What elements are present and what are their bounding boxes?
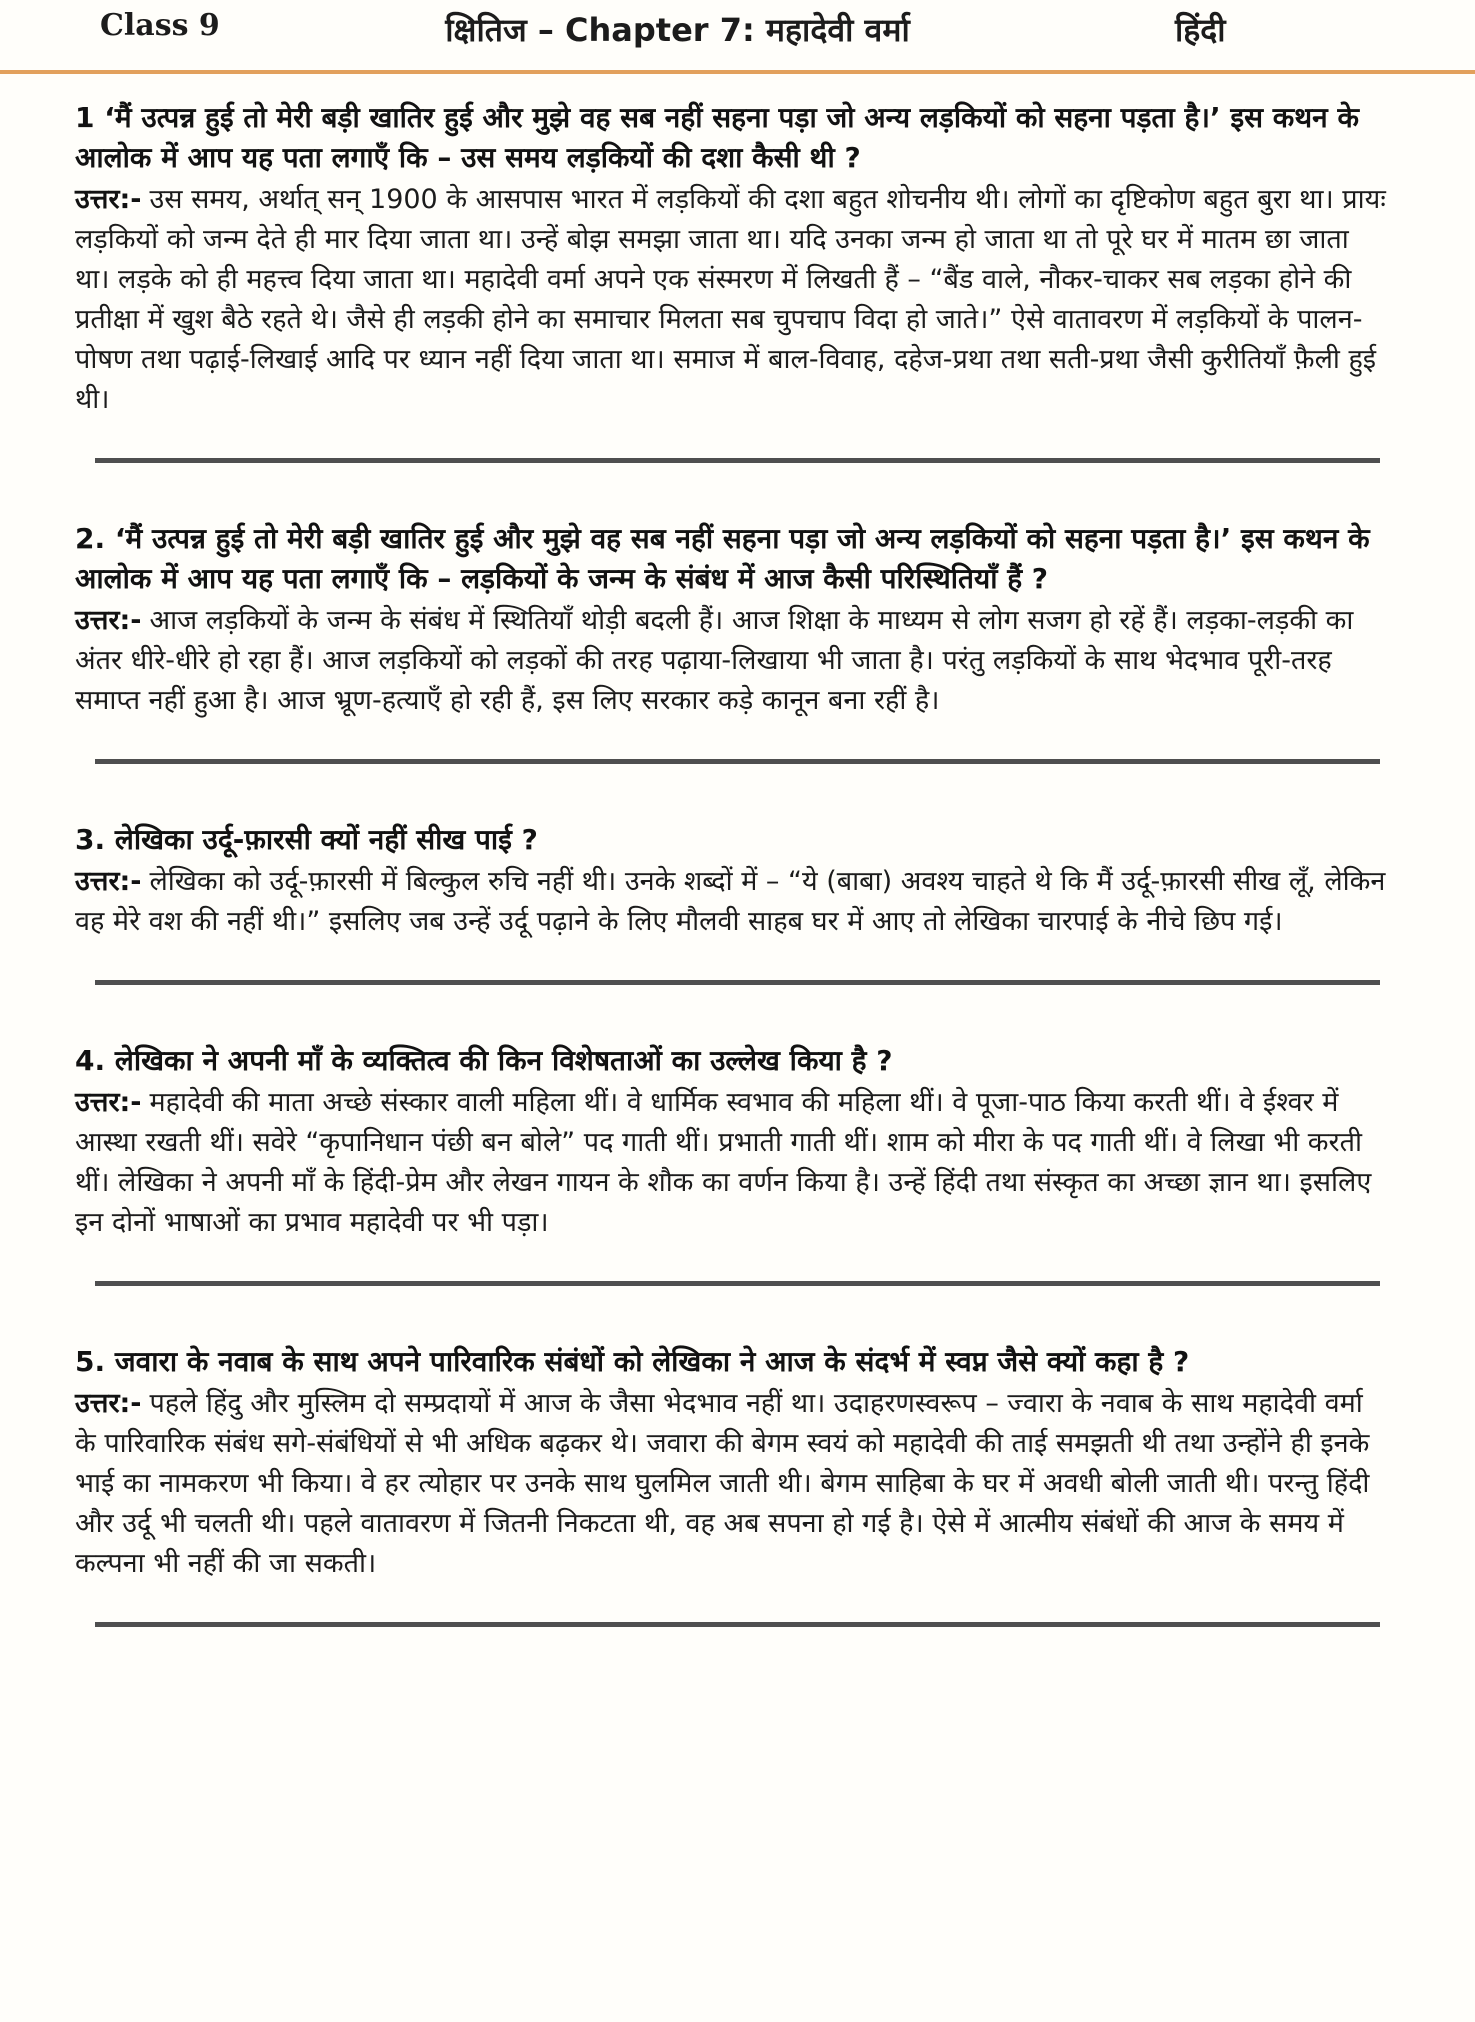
section-divider-3	[95, 980, 1380, 985]
section-divider-1	[95, 458, 1380, 463]
section-divider-5	[95, 1622, 1380, 1627]
answer-text-5: पहले हिंदु और मुस्लिम दो सम्प्रदायों में आज के जैसा भेदभाव नहीं था। उदाहरणस्वरूप – ज्वारा के नवाब के साथ महादेवी वर्मा के पारिवारिक संबंध सगे-संबंधियों से भी अधिक बढ़कर थे। जवारा की बेगम स्वयं को महादेवी की ताई समझती थी तथा उन्होंने ही इनके भाई का नामकरण भी किया। वे हर त्योहार पर उनके साथ घुलमिल जाती थी। बेगम साहिबा के घर में अवधी बोली जाती थी। परन्तु हिंदी और उर्दू भी चलती थी। पहले वातावरण में जितनी निकटता थी, वह अब सपना हो गई है। ऐसे में आत्मीय संबंधों की आज के समय में कल्पना भी नहीं की जा सकती।	[75, 1388, 1370, 1579]
answer-4	[75, 1083, 1390, 1243]
answer-5	[75, 1384, 1390, 1584]
answer-label-5: उत्तर:-	[75, 1388, 142, 1419]
answer-text-4: महादेवी की माता अच्छे संस्कार वाली महिला थीं। वे धार्मिक स्वभाव की महिला थीं। वे पूजा-पाठ किया करती थीं। वे ईश्वर में आस्था रखती थीं। सवेरे “कृपानिधान पंछी बन बोले” पद गाती थीं। प्रभाती गाती थीं। शाम को मीरा के पद गाती थीं। वे लिखा भी करती थीं। लेखिका ने अपनी माँ के हिंदी-प्रेम और लेखन गायन के शौक का वर्णन किया है। उन्हें हिंदी तथा संस्कृत का अच्छा ज्ञान था। इसलिए इन दोनों भाषाओं का प्रभाव महादेवी पर भी पड़ा।	[75, 1087, 1372, 1238]
question-4: 4. लेखिका ने अपनी माँ के व्यक्तित्व की किन विशेषताओं का उल्लेख किया है ?	[75, 1044, 893, 1077]
qa-section-4	[75, 1041, 1390, 1286]
question-1: 1 ‘मैं उत्पन्न हुई तो मेरी बड़ी खातिर हुई और मुझे वह सब नहीं सहना पड़ा जो अन्य लड़कियों को सहना पड़ता है।’ इस कथन के आलोक में आप यह पता लगाएँ कि – उस समय लड़कियों की दशा कैसी थी ?	[75, 101, 1359, 174]
answer-label-1: उत्तर:-	[75, 184, 142, 215]
answer-text-2: आज लड़कियों के जन्म के संबंध में स्थितियाँ थोड़ी बदली हैं। आज शिक्षा के माध्यम से लोग सजग हो रहें हैं। लड़का-लड़की का अंतर धीरे-धीरे हो रहा हैं। आज लड़कियों को लड़कों की तरह पढ़ाया-लिखाया भी जाता है। परंतु लड़कियों के साथ भेदभाव पूरी-तरह समाप्त नहीं हुआ है। आज भ्रूण-हत्याएँ हो रही हैं, इस लिए सरकार कड़े कानून बना रहीं है।	[75, 605, 1354, 716]
qa-section-1	[75, 98, 1390, 463]
subject-label: हिंदी	[1175, 11, 1226, 49]
answer-3	[75, 862, 1390, 942]
page-header	[0, 0, 1475, 70]
answer-text-1: उस समय, अर्थात् सन् 1900 के आसपास भारत में लड़कियों की दशा बहुत शोचनीय थी। लोगों का दृष्टिकोण बहुत बुरा था। प्रायः लड़कियों को जन्म देते ही मार दिया जाता था। उन्हें बोझ समझा जाता था। यदि उनका जन्म हो जाता था तो पूरे घर में मातम छा जाता था। लड़के को ही महत्त्व दिया जाता था। महादेवी वर्मा अपने एक संस्मरण में लिखती हैं – “बैंड वाले, नौकर-चाकर सब लड़का होने की प्रतीक्षा में खुश बैठे रहते थे। जैसे ही लड़की होने का समाचार मिलता सब चुपचाप विदा हो जाते।” ऐसे वातावरण में लड़कियों के पालन-पोषण तथा पढ़ाई-लिखाई आदि पर ध्यान नहीं दिया जाता था। समाज में बाल-विवाह, दहेज-प्रथा तथा सती-प्रथा जैसी कुरीतियाँ फ़ैली हुई थी।	[75, 184, 1386, 415]
question-3: 3. लेखिका उर्दू-फ़ारसी क्यों नहीं सीख पाई ?	[75, 823, 538, 856]
answer-text-3: लेखिका को उर्दू-फ़ारसी में बिल्कुल रुचि नहीं थी। उनके शब्दों में – “ये (बाबा) अवश्य चाहते थे कि मैं उर्दू-फ़ारसी सीख लूँ, लेकिन वह मेरे वश की नहीं थी।” इसलिए जब उन्हें उर्दू पढ़ाने के लिए मौलवी साहब घर में आए तो लेखिका चारपाई के नीचे छिप गई।	[75, 866, 1386, 937]
section-divider-2	[95, 759, 1380, 764]
question-2: 2. ‘मैं उत्पन्न हुई तो मेरी बड़ी खातिर हुई और मुझे वह सब नहीं सहना पड़ा जो अन्य लड़कियों को सहना पड़ता है।’ इस कथन के आलोक में आप यह पता लगाएँ कि – लड़कियों के जन्म के संबंध में आज कैसी परिस्थितियाँ हैं ?	[75, 522, 1370, 595]
answer-label-3: उत्तर:-	[75, 866, 142, 897]
qa-content	[0, 74, 1475, 1627]
class-label: Class 9	[100, 8, 220, 43]
section-divider-4	[95, 1281, 1380, 1286]
answer-2	[75, 601, 1390, 721]
answer-label-4: उत्तर:-	[75, 1087, 142, 1118]
answer-label-2: उत्तर:-	[75, 605, 142, 636]
question-5: 5. जवारा के नवाब के साथ अपने पारिवारिक संबंधों को लेखिका ने आज के संदर्भ में स्वप्न जैसे क्यों कहा है ?	[75, 1345, 1190, 1378]
qa-section-3	[75, 820, 1390, 985]
qa-section-2	[75, 519, 1390, 764]
qa-section-5	[75, 1342, 1390, 1627]
page-title: क्षितिज – Chapter 7: महादेवी वर्मा	[445, 11, 910, 49]
answer-1	[75, 180, 1390, 420]
